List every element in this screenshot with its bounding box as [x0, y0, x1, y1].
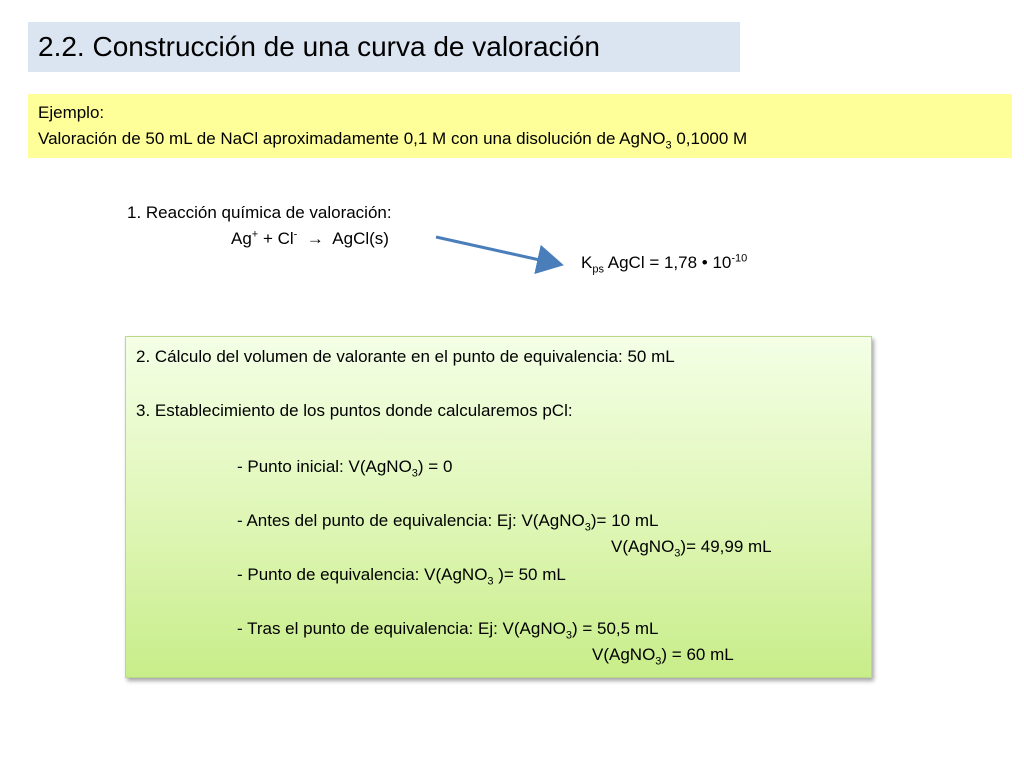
example-box [28, 94, 1012, 158]
point-after-equivalence: - Tras el punto de equivalencia: Ej: V(AgNO$_3$) = 50,5 mL [237, 619, 659, 642]
reaction-block [127, 200, 392, 252]
example-label: Ejemplo: [38, 103, 105, 122]
example-text: Valoración de 50 mL de NaCl aproximadamente 0,1 M con una disolución de AgNO$_3$ 0,1000 M [38, 129, 748, 152]
reaction-heading: 1. Reacción química de valoración: [127, 203, 392, 222]
point-equivalence: - Punto de equivalencia: V(AgNO$_3$ )= 50 mL [237, 565, 566, 588]
reaction-equation: Ag+ + Cl- → AgCl(s) [231, 228, 389, 248]
steps-box [125, 336, 872, 678]
point-after-equivalence-2: V(AgNO$_3$) = 60 mL [592, 645, 734, 668]
step-3-text: 3. Establecimiento de los puntos donde calcularemos pCl: [136, 401, 573, 420]
arrow-icon [430, 228, 580, 278]
point-before-equivalence: - Antes del punto de equivalencia: Ej: V(AgNO$_3$)= 10 mL [237, 511, 659, 534]
page-title: 2.2. Construcción de una curva de valoración [38, 31, 600, 62]
kps-expression: $K_{ps}$ AgCl = 1,78 • $10^{-10}$ [581, 252, 748, 276]
point-before-equivalence-2: V(AgNO$_3$)= 49,99 mL [611, 537, 772, 560]
step-2-text: 2. Cálculo del volumen de valorante en el punto de equivalencia: 50 mL [136, 347, 675, 366]
point-initial: - Punto inicial: V(AgNO$_3$) = 0 [237, 457, 453, 480]
title-box [28, 22, 740, 72]
